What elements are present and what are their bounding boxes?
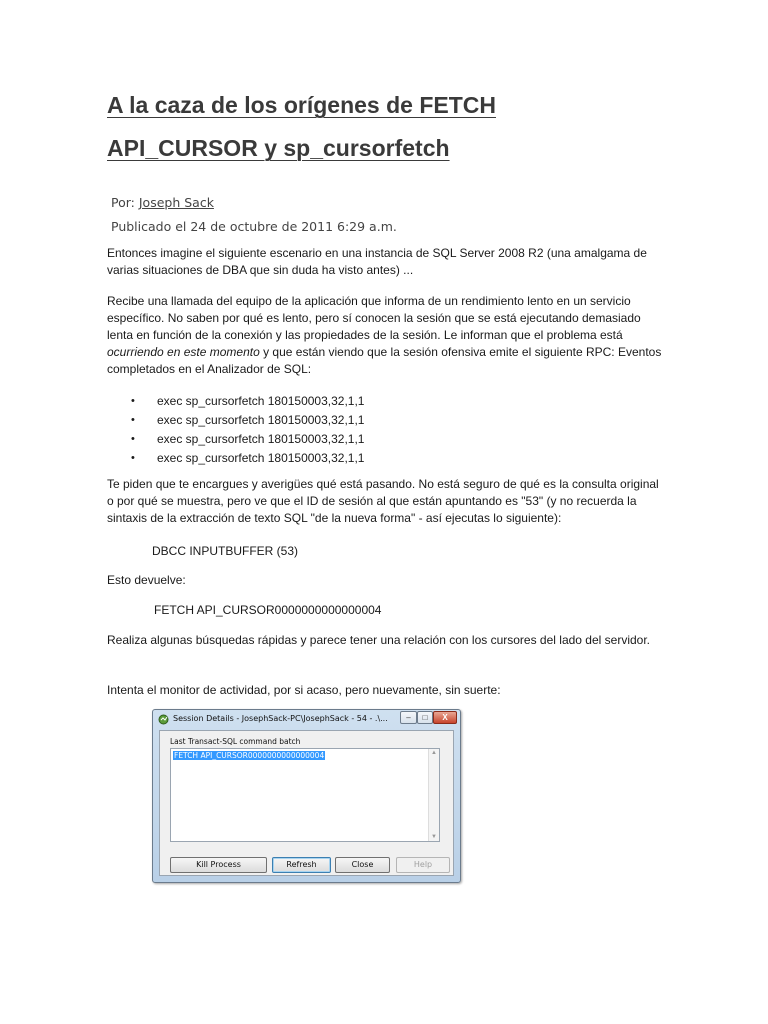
article-title-line2: API_CURSOR y sp_cursorfetch [107,135,450,161]
scroll-up-icon[interactable]: ▲ [431,750,437,756]
command-batch-textbox[interactable] [170,748,440,842]
close-window-button[interactable]: X [433,711,457,724]
maximize-button[interactable]: □ [417,711,433,724]
paragraph-2-emphasis: ocurriendo en este momento [107,345,260,359]
dialog-titlebar [153,710,460,730]
dialog-title: Session Details - JosephSack-PC\JosephSack - 54 - .\... [173,714,388,723]
close-button[interactable]: Close [335,857,390,873]
scroll-down-icon[interactable]: ▼ [431,834,437,840]
code-fetch-cursor: FETCH API_CURSOR0000000000000004 [154,603,382,617]
bullet-icon: • [131,414,135,426]
list-item: • exec sp_cursorfetch 180150003,32,1,1 [107,411,364,430]
paragraph-4: Esto devuelve: [107,573,186,587]
bullet-icon: • [131,452,135,464]
byline-prefix: Por: [111,195,139,210]
paragraph-5: Realiza algunas búsquedas rápidas y parece tener una relación con los cursores del lado del servidor. [107,633,650,647]
author-link[interactable]: Joseph Sack [138,195,214,210]
paragraph-2-b: y que están viendo que la sesión ofensiva emite el siguiente RPC: Eventos completados en el Analizador de SQL: [107,345,662,376]
byline [111,195,214,210]
kill-process-button[interactable]: Kill Process [170,857,267,873]
minimize-button[interactable]: – [400,711,417,724]
bullet-icon: • [131,395,135,407]
session-details-dialog [152,709,461,883]
paragraph-3: Te piden que te encargues y averigües qué está pasando. No está seguro de qué es la consulta original o por qué se muestra, pero ve que el ID de sesión al que están apuntando es "53" (y no recuerda la sintaxis de la extracción de texto SQL "de la nueva forma" - así ejecutas lo siguiente): [107,477,659,525]
list-item: • exec sp_cursorfetch 180150003,32,1,1 [107,392,364,411]
list-item: • exec sp_cursorfetch 180150003,32,1,1 [107,430,364,449]
dialog-client [159,730,454,876]
list-item: • exec sp_cursorfetch 180150003,32,1,1 [107,449,364,468]
article-title-line1: A la caza de los orígenes de FETCH [107,92,496,118]
command-batch-label: Last Transact-SQL command batch [170,737,301,746]
paragraph-2-a: Recibe una llamada del equipo de la aplicación que informa de un rendimiento lento en un servicio específico. No saben por qué es lento, pero sí conocen la sesión que se está ejecutando demasiado lenta en función de la conexión y las propiedades de la sesión. Le informan que el problema está [107,294,641,342]
activity-monitor-icon [158,714,169,725]
bullet-icon: • [131,433,135,445]
selected-command-text: FETCH API_CURSOR0000000000000004 [174,751,325,760]
refresh-button[interactable]: Refresh [272,857,331,873]
help-button[interactable]: Help [396,857,450,873]
paragraph-1: Entonces imagine el siguiente escenario en una instancia de SQL Server 2008 R2 (una amalgama de varias situaciones de DBA que sin duda ha visto antes) ... [107,246,647,277]
published-date: Publicado el 24 de octubre de 2011 6:29 a.m. [111,219,397,234]
paragraph-2 [107,293,662,378]
paragraph-6: Intenta el monitor de actividad, por si acaso, pero nuevamente, sin suerte: [107,683,501,697]
scrollbar[interactable] [428,749,439,841]
code-dbcc-inputbuffer: DBCC INPUTBUFFER (53) [152,544,299,558]
rpc-event-list [107,392,364,468]
